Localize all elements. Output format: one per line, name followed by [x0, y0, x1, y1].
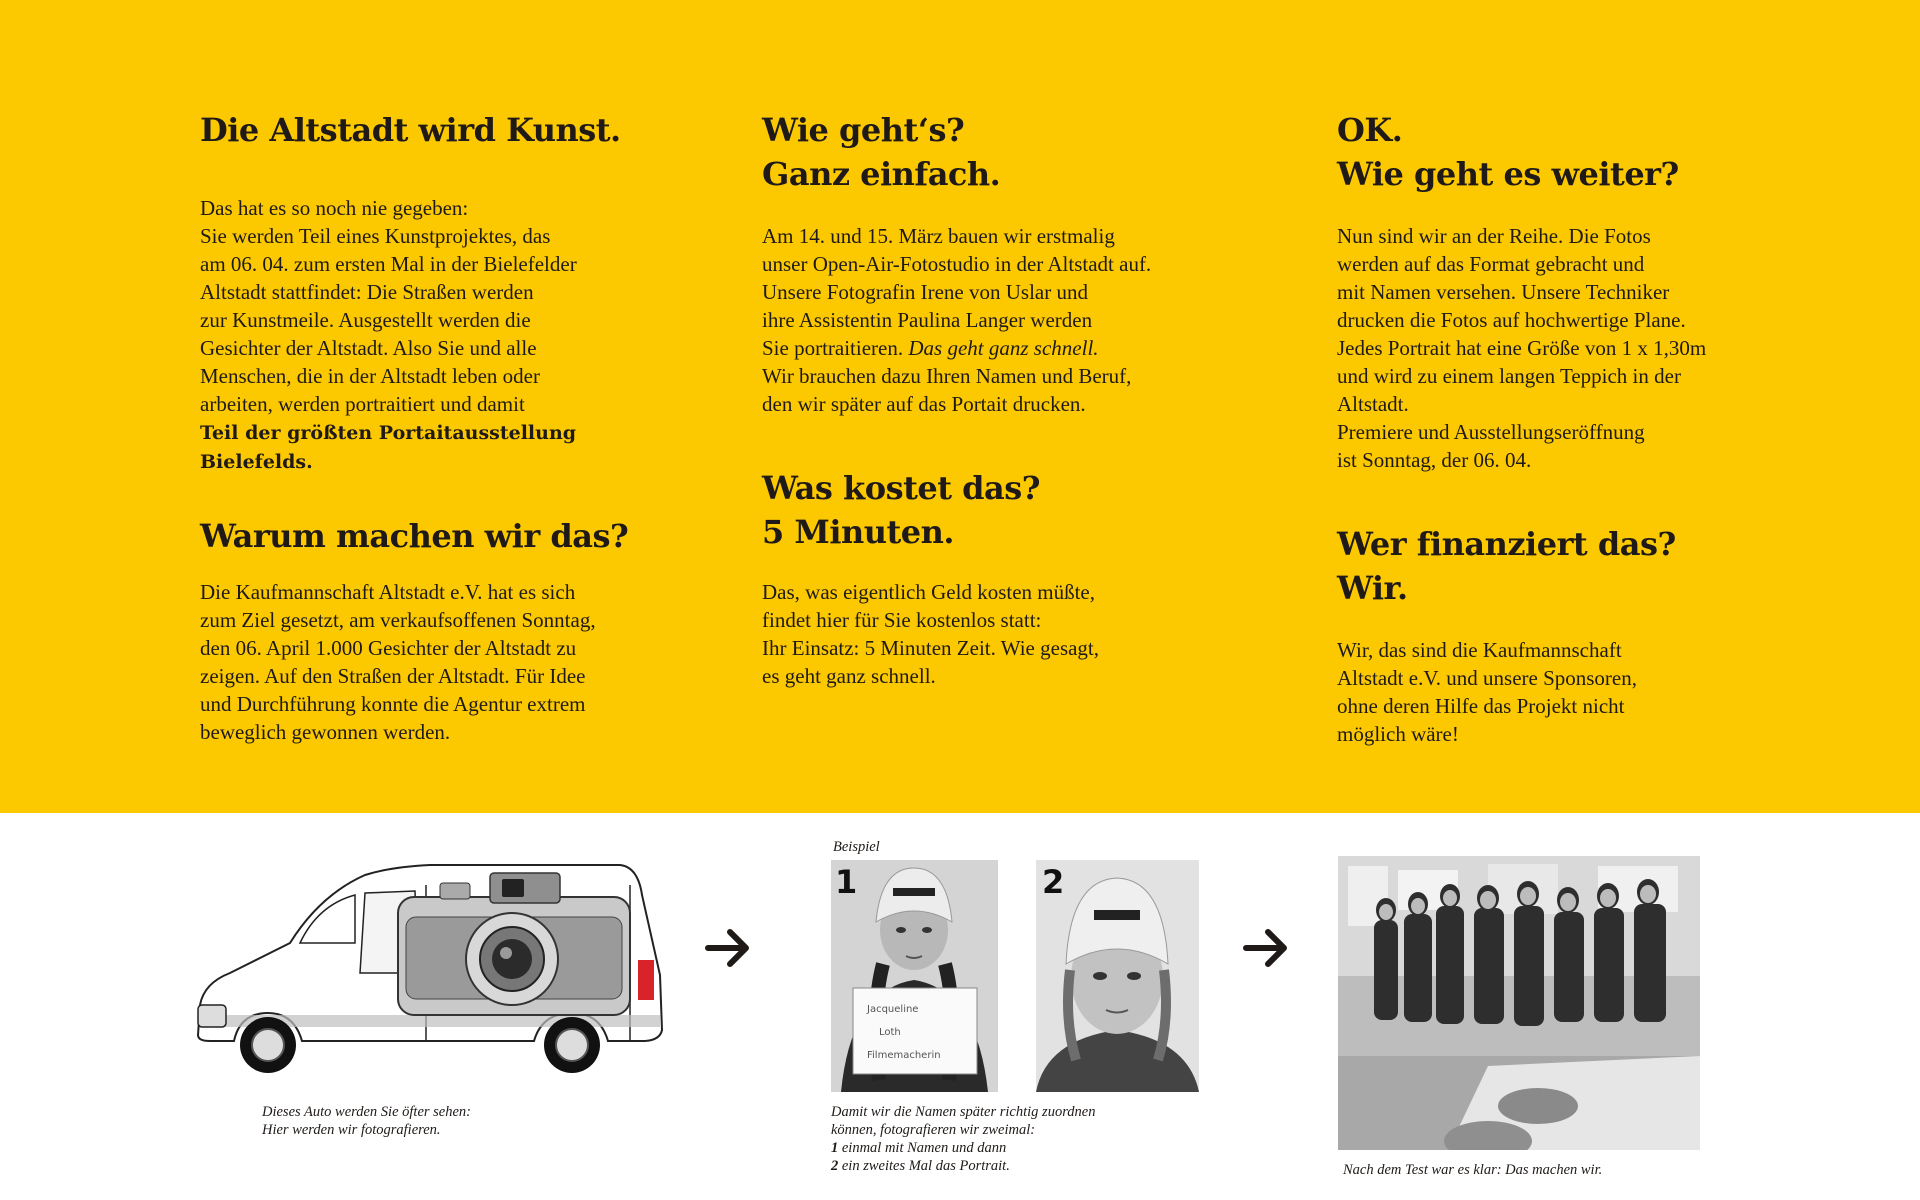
text-wie-gehts: Am 14. und 15. März bauen wir erstmalig unser Open-Air-Fotostudio in der Altstadt auf. Unsere Fotografin Irene von Uslar und ihre Assistentin Paulina Langer werden Sie portraitieren. Das geht ganz schnell. Wir brauchen dazu Ihren Namen und Beruf, den wir später auf das Portait drucken.	[762, 224, 1152, 416]
group-photo	[1338, 856, 1700, 1150]
camera-van-illustration	[190, 855, 670, 1095]
arrow-right-icon	[704, 926, 752, 970]
example-caption: Damit wir die Namen später richtig zuordnen können, fotografieren wir zweimal: 1 einmal mit Namen und dann 2 ein zweites Mal das Portrait.	[831, 1104, 1096, 1174]
group-caption: Nach dem Test war es klar: Das machen wir.	[1343, 1162, 1603, 1178]
heading-warum: Warum machen wir das?	[200, 517, 629, 555]
heading-altstadt-kunst: Die Altstadt wird Kunst.	[200, 111, 621, 149]
van-caption: Dieses Auto werden Sie öfter sehen: Hier werden wir fotografieren.	[262, 1104, 471, 1138]
arrow-right-icon	[1242, 926, 1290, 970]
photo-number-2: 2	[1042, 863, 1065, 901]
process-section	[0, 813, 1920, 1200]
heading-wie-gehts: Wie geht‘s? Ganz einfach.	[762, 111, 1001, 193]
text-warum: Die Kaufmannschaft Altstadt e.V. hat es sich zum Ziel gesetzt, am verkaufsoffenen Sonntag, den 06. April 1.000 Gesichter der Altstadt zu zeigen. Auf den Straßen der Altstadt. Für Idee und Durchführung konnte die Agentur extrem beweglich gewonnen werden.	[200, 580, 596, 744]
example-photo-portrait	[1036, 860, 1199, 1092]
text-ok-weiter: Nun sind wir an der Reihe. Die Fotos werden auf das Format gebracht und mit Namen versehen. Unsere Techniker drucken die Fotos auf hochwertige Plane. Jedes Portrait hat eine Größe von 1 x 1,30m und wird zu einem langen Teppich in der Altstadt. Premiere und Ausstellungseröffnung ist Sonntag, der 06. 04.	[1337, 224, 1707, 472]
example-photo-with-name	[831, 860, 998, 1092]
text-wer-finanziert: Wir, das sind die Kaufmannschaft Altstadt e.V. und unsere Sponsoren, ohne deren Hilfe das Projekt nicht möglich wäre!	[1337, 638, 1637, 746]
photo-number-1: 1	[835, 863, 858, 901]
example-label: Beispiel	[833, 839, 880, 855]
text-altstadt-kunst: Das hat es so noch nie gegeben: Sie werden Teil eines Kunstprojektes, das am 06. 04. zum ersten Mal in der Bielefelder Altstadt stattfindet: Die Straßen werden zur Kunstmeile. Ausgestellt werden die Gesichter der Altstadt. Also Sie und alle Menschen, die in der Altstadt leben oder arbeiten, werden portraitiert und damit Teil der größten Portaitausstellung Bielefelds.	[200, 196, 577, 473]
heading-ok-weiter: OK. Wie geht es weiter?	[1337, 111, 1679, 193]
heading-wer-finanziert: Wer finanziert das? Wir.	[1337, 525, 1676, 607]
heading-was-kostet: Was kostet das? 5 Minuten.	[762, 469, 1041, 551]
sign-text: Jacqueline Loth Filmemacherin	[867, 1004, 941, 1061]
text-was-kostet: Das, was eigentlich Geld kosten müßte, findet hier für Sie kostenlos statt: Ihr Einsatz: 5 Minuten Zeit. Wie gesagt, es geht ganz schnell.	[762, 580, 1100, 688]
